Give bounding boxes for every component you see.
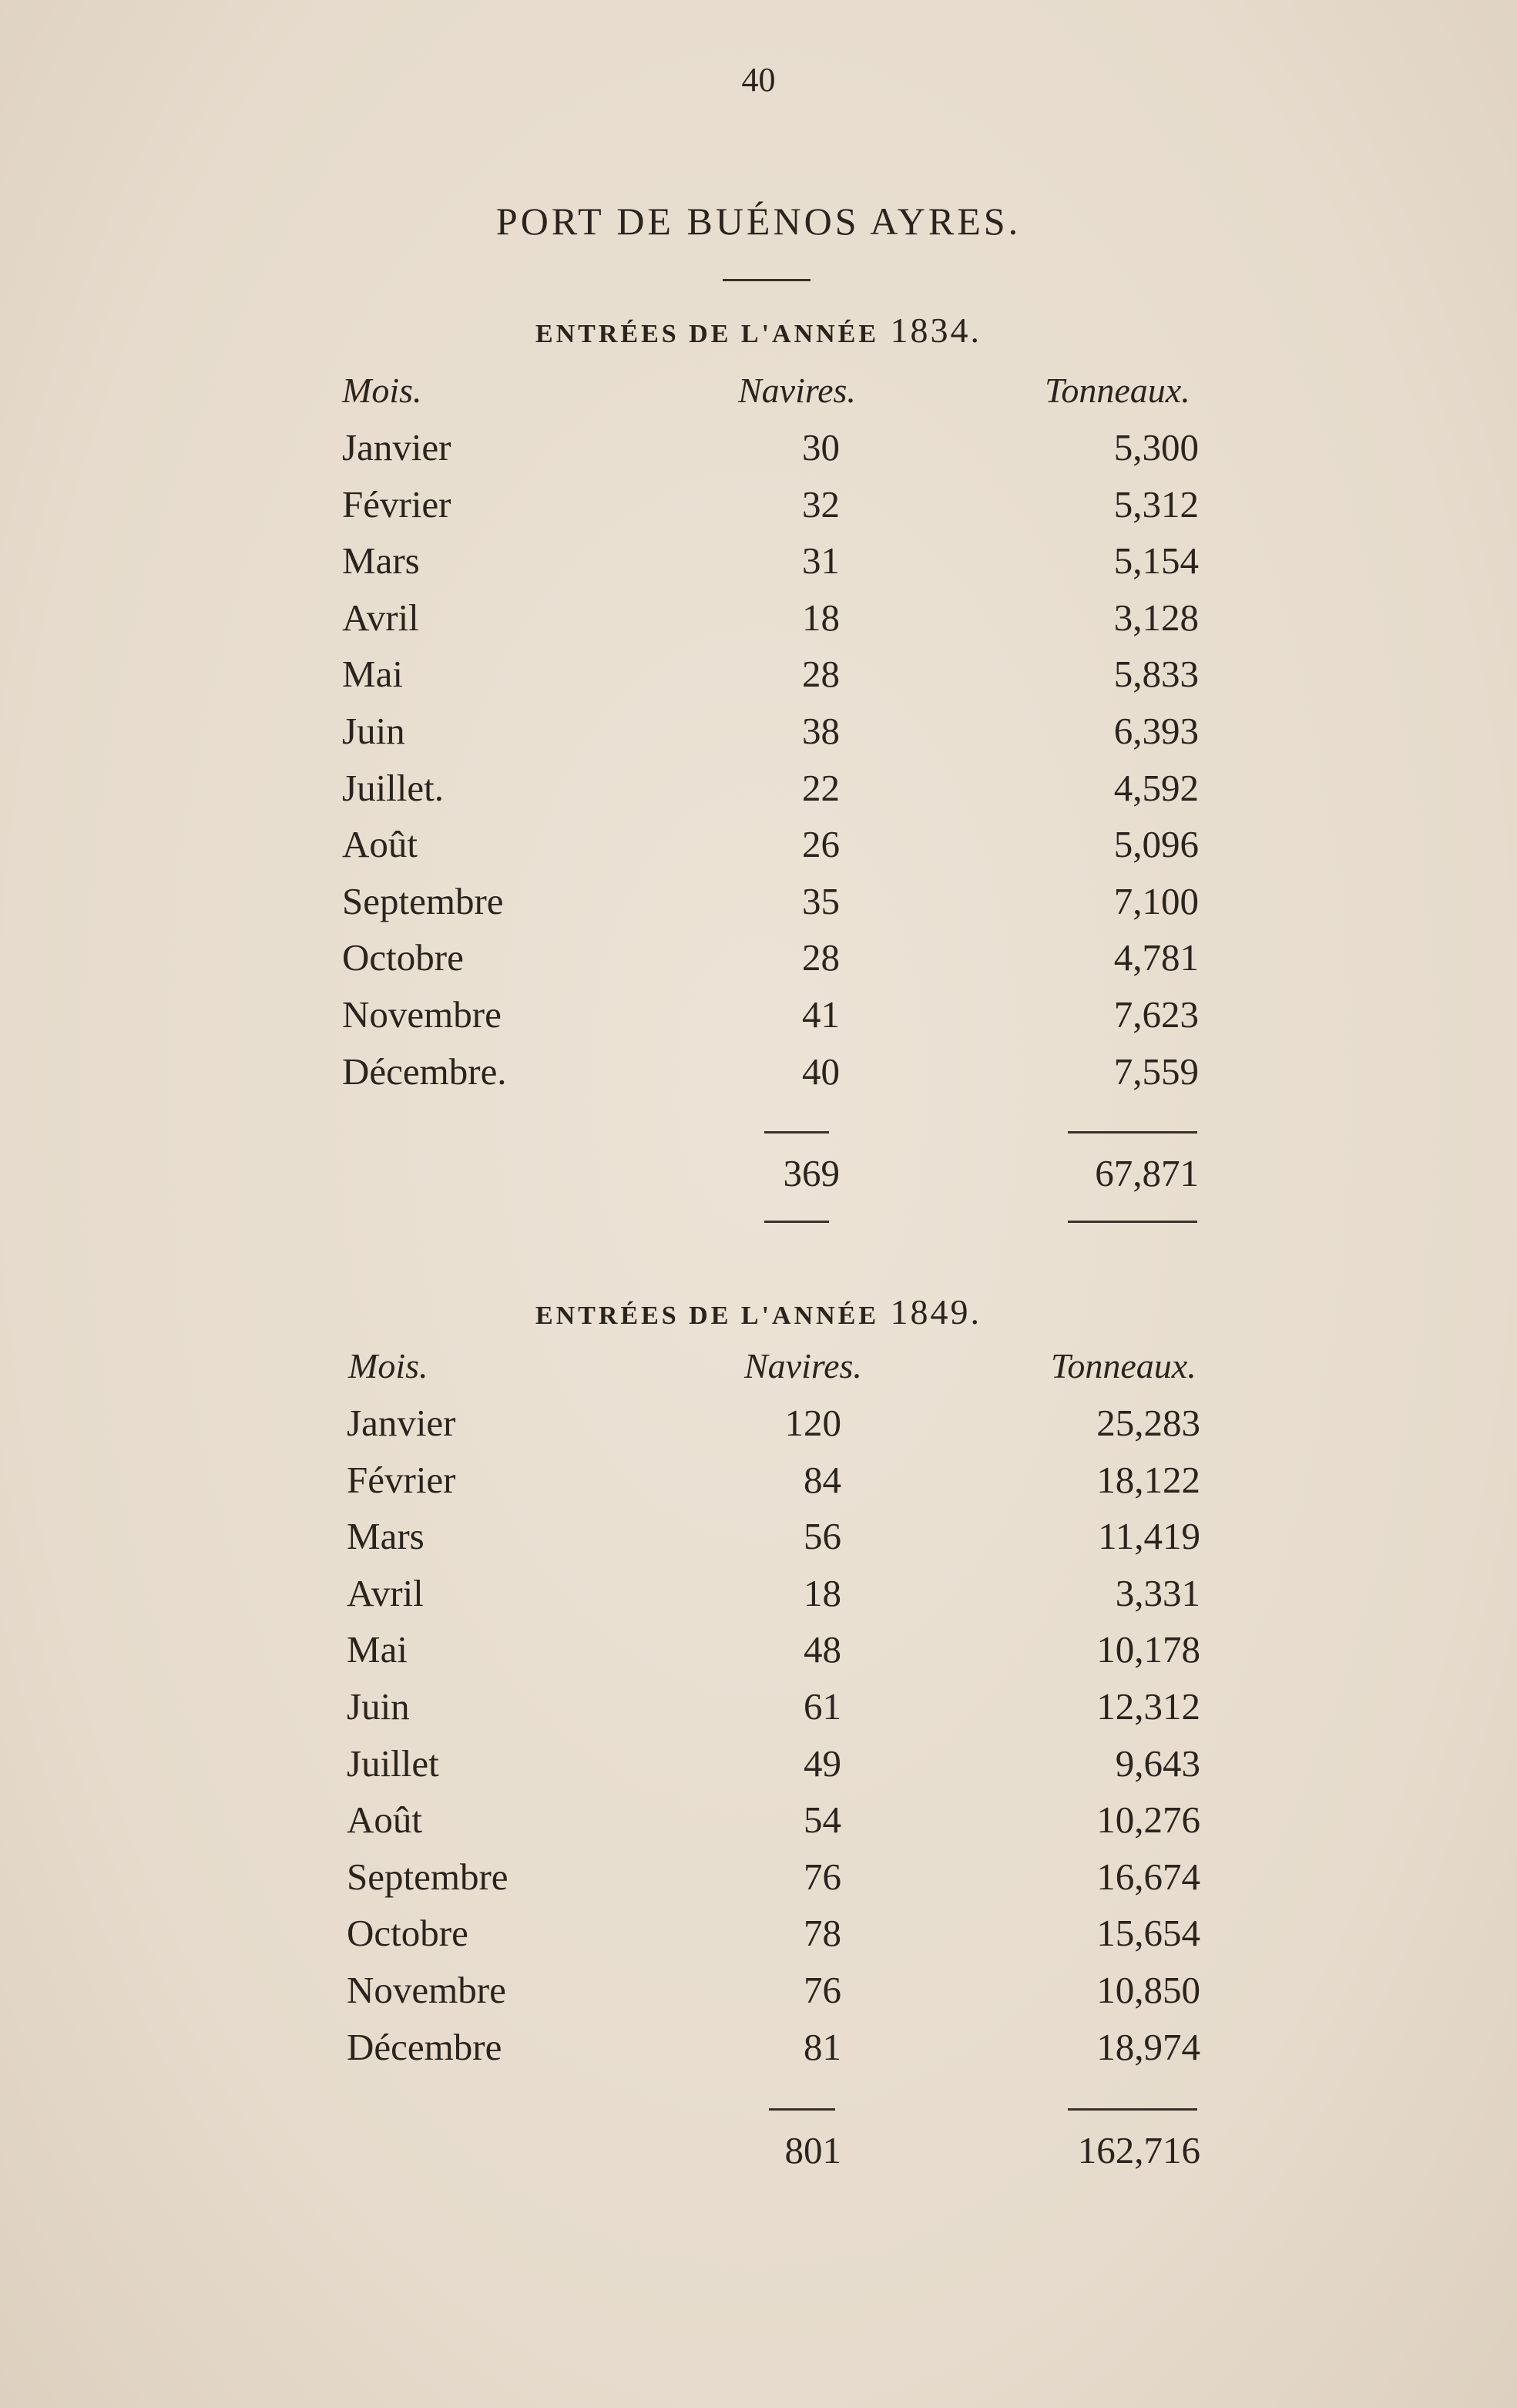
leader-dots: [878, 945, 1060, 976]
leader-dots: [878, 1694, 1060, 1725]
leader-dots: [478, 775, 740, 806]
month-cell: Août: [347, 1798, 422, 1842]
month-cell: Décembre: [347, 2025, 502, 2068]
tons-cell: 10,276: [1096, 1798, 1200, 1842]
ships-cell: 31: [802, 539, 840, 583]
month-cell: Novembre: [347, 1969, 506, 2011]
total-tons-1849: 162,716: [1077, 2129, 1200, 2171]
leader-dots: [878, 1523, 1060, 1554]
ships-cell: 54: [804, 1798, 841, 1842]
ships-cell: 26: [802, 823, 840, 866]
ships-cell: 49: [804, 1741, 841, 1785]
tons-cell: 10,850: [1096, 1969, 1200, 2011]
leader-dots: [878, 1410, 1060, 1441]
leader-dots: [878, 548, 1060, 579]
table-row: [0, 1627, 1517, 1684]
month-cell: Mars: [342, 539, 420, 583]
leader-dots: [549, 1002, 740, 1033]
table-row: [0, 482, 1517, 539]
tons-cell: 7,100: [1113, 879, 1199, 922]
total-tons-1834: 67,871: [1095, 1152, 1199, 1194]
ships-cell: 28: [802, 653, 840, 696]
leader-dots: [442, 548, 740, 579]
ships-cell: 76: [804, 1969, 841, 2011]
ships-cell: 28: [802, 936, 840, 979]
month-cell: Février: [347, 1458, 456, 1501]
leader-dots: [878, 775, 1060, 806]
tons-cell: 18,122: [1096, 1458, 1200, 1501]
tons-cell: 9,643: [1115, 1741, 1200, 1785]
month-cell: Janvier: [342, 426, 451, 469]
ships-cell: 18: [802, 596, 840, 639]
leader-dots: [433, 1637, 749, 1667]
leader-dots: [878, 492, 1060, 522]
leader-dots: [445, 1694, 749, 1725]
total-ships-1849: 801: [784, 2129, 841, 2171]
tons-cell: 7,623: [1113, 993, 1199, 1036]
ships-cell: 76: [804, 1855, 841, 1898]
leader-dots: [553, 1977, 749, 2008]
table-row: [0, 1684, 1517, 1741]
ships-cell: 40: [802, 1050, 840, 1093]
leader-dots: [878, 661, 1060, 692]
section-heading-caps: ENTRÉES DE L'ANNÉE: [535, 320, 880, 348]
total-ships-1834: 369: [783, 1152, 840, 1194]
tons-cell: 5,154: [1113, 539, 1199, 583]
sum-rule-ships: [769, 2108, 835, 2111]
end-rule-tons: [1068, 1221, 1197, 1223]
leader-dots: [878, 2034, 1060, 2065]
month-cell: Octobre: [347, 1912, 468, 1955]
col-header-tons: Tonneaux.: [1051, 1346, 1196, 1385]
leader-dots: [541, 945, 740, 976]
month-cell: Juillet.: [342, 766, 445, 809]
ships-cell: 41: [802, 993, 840, 1036]
ships-cell: 61: [804, 1685, 841, 1728]
ships-cell: 81: [804, 2025, 841, 2068]
leader-dots: [555, 1864, 749, 1895]
ships-cell: 38: [802, 710, 840, 752]
sum-rule-tons: [1068, 2108, 1197, 2111]
ships-cell: 120: [784, 1402, 841, 1444]
ships-cell: 78: [804, 1912, 841, 1955]
month-cell: Avril: [342, 596, 419, 639]
leader-dots: [447, 1523, 749, 1554]
table-row: [0, 1968, 1517, 2025]
leader-dots: [487, 492, 740, 522]
ships-cell: 30: [802, 426, 840, 469]
tons-cell: 5,833: [1113, 653, 1199, 696]
ships-cell: 48: [804, 1628, 841, 1671]
table-row: [0, 935, 1517, 992]
tons-cell: 5,300: [1113, 426, 1199, 469]
table-row: [0, 1458, 1517, 1515]
col-header-ships: Navires.: [738, 371, 856, 410]
leader-dots: [878, 718, 1060, 749]
month-cell: Mai: [347, 1628, 408, 1671]
tons-cell: 6,393: [1113, 710, 1199, 752]
month-cell: Avril: [347, 1571, 424, 1614]
col-header-tons: Tonneaux.: [1045, 371, 1190, 410]
tons-cell: 12,312: [1096, 1685, 1200, 1728]
section-heading-1849: [0, 1291, 1517, 1332]
month-cell: Mars: [347, 1515, 425, 1558]
leader-dots: [878, 1864, 1060, 1895]
leader-dots: [878, 831, 1060, 862]
ships-cell: 18: [804, 1571, 841, 1614]
table-row: [0, 709, 1517, 766]
col-header-month: Mois.: [342, 371, 422, 410]
tons-cell: 10,178: [1096, 1628, 1200, 1671]
month-cell: Septembre: [342, 879, 504, 922]
leader-dots: [878, 605, 1060, 636]
month-cell: Novembre: [342, 993, 502, 1036]
leader-dots: [878, 435, 1060, 465]
table-row: [0, 1050, 1517, 1107]
table-row: [0, 992, 1517, 1050]
leader-dots: [461, 831, 740, 862]
leader-dots: [545, 1920, 749, 1951]
month-cell: Décembre.: [342, 1050, 507, 1093]
leader-dots: [428, 661, 740, 692]
tons-cell: 5,096: [1113, 823, 1199, 866]
leader-dots: [878, 1920, 1060, 1951]
month-cell: Août: [342, 823, 418, 866]
table-row: [0, 1911, 1517, 1968]
title-rule: [723, 279, 811, 281]
leader-dots: [493, 435, 740, 465]
leader-dots: [545, 1059, 740, 1090]
leader-dots: [465, 1807, 749, 1838]
tons-cell: 4,592: [1113, 766, 1199, 809]
table-row: [0, 879, 1517, 936]
table-row: [0, 2025, 1517, 2082]
table-row: [0, 1741, 1517, 1798]
month-cell: Janvier: [347, 1402, 456, 1444]
leader-dots: [878, 1059, 1060, 1090]
tons-cell: 4,781: [1113, 936, 1199, 979]
end-rule-ships: [764, 1221, 829, 1223]
page-title: PORT DE BUÉNOS AYRES.: [495, 200, 1022, 243]
tons-cell: 25,283: [1096, 1402, 1200, 1444]
sum-rule-tons: [1068, 1131, 1197, 1133]
ships-cell: 22: [802, 766, 840, 809]
ships-cell: 32: [802, 482, 840, 526]
leader-dots: [453, 605, 740, 636]
month-cell: Juillet: [347, 1741, 439, 1785]
page-number: 40: [741, 61, 776, 99]
leader-dots: [441, 718, 740, 749]
month-cell: Février: [342, 482, 451, 526]
tons-cell: 18,974: [1096, 2025, 1200, 2068]
month-cell: Juin: [347, 1685, 410, 1728]
tons-cell: 11,419: [1098, 1515, 1200, 1558]
table-row: [0, 766, 1517, 823]
table-row: [0, 1798, 1517, 1855]
leader-dots: [878, 1807, 1060, 1838]
table-row: [0, 652, 1517, 709]
month-cell: Juin: [342, 710, 405, 752]
leader-dots: [878, 888, 1060, 919]
month-cell: Septembre: [347, 1855, 508, 1898]
leader-dots: [878, 1467, 1060, 1498]
tons-cell: 5,312: [1113, 482, 1199, 526]
table-row: [0, 1514, 1517, 1571]
section-heading-1834: [0, 310, 1517, 351]
table-row: [0, 1855, 1517, 1912]
leader-dots: [878, 1637, 1060, 1667]
tons-cell: 16,674: [1096, 1855, 1200, 1898]
section-heading-caps: ENTRÉES DE L'ANNÉE: [535, 1301, 880, 1330]
leader-dots: [878, 1977, 1060, 2008]
section-heading-year: 1849.: [890, 1292, 982, 1332]
leader-dots: [492, 1467, 749, 1498]
leader-dots: [550, 888, 740, 919]
section-heading-year: 1834.: [890, 311, 982, 350]
ships-cell: 35: [802, 879, 840, 922]
month-cell: Mai: [342, 653, 403, 696]
col-header-month: Mois.: [348, 1346, 428, 1385]
tons-cell: 15,654: [1096, 1912, 1200, 1955]
sum-rule-ships: [764, 1131, 829, 1133]
table-row: [0, 1401, 1517, 1458]
table-row: [0, 822, 1517, 879]
table-row: [0, 539, 1517, 596]
tons-cell: 3,331: [1115, 1571, 1200, 1614]
ships-cell: 56: [804, 1515, 841, 1558]
col-header-ships: Navires.: [744, 1346, 862, 1385]
table-row: [0, 596, 1517, 653]
ships-cell: 84: [804, 1458, 841, 1501]
tons-cell: 3,128: [1113, 596, 1199, 639]
leader-dots: [878, 1751, 1060, 1782]
table-row: [0, 1571, 1517, 1628]
leader-dots: [536, 2034, 749, 2065]
tons-cell: 7,559: [1113, 1050, 1199, 1093]
leader-dots: [878, 1002, 1060, 1033]
leader-dots: [498, 1410, 749, 1441]
leader-dots: [878, 1580, 1060, 1611]
month-cell: Octobre: [342, 936, 464, 979]
table-row: [0, 425, 1517, 482]
leader-dots: [482, 1751, 749, 1782]
leader-dots: [458, 1580, 749, 1611]
